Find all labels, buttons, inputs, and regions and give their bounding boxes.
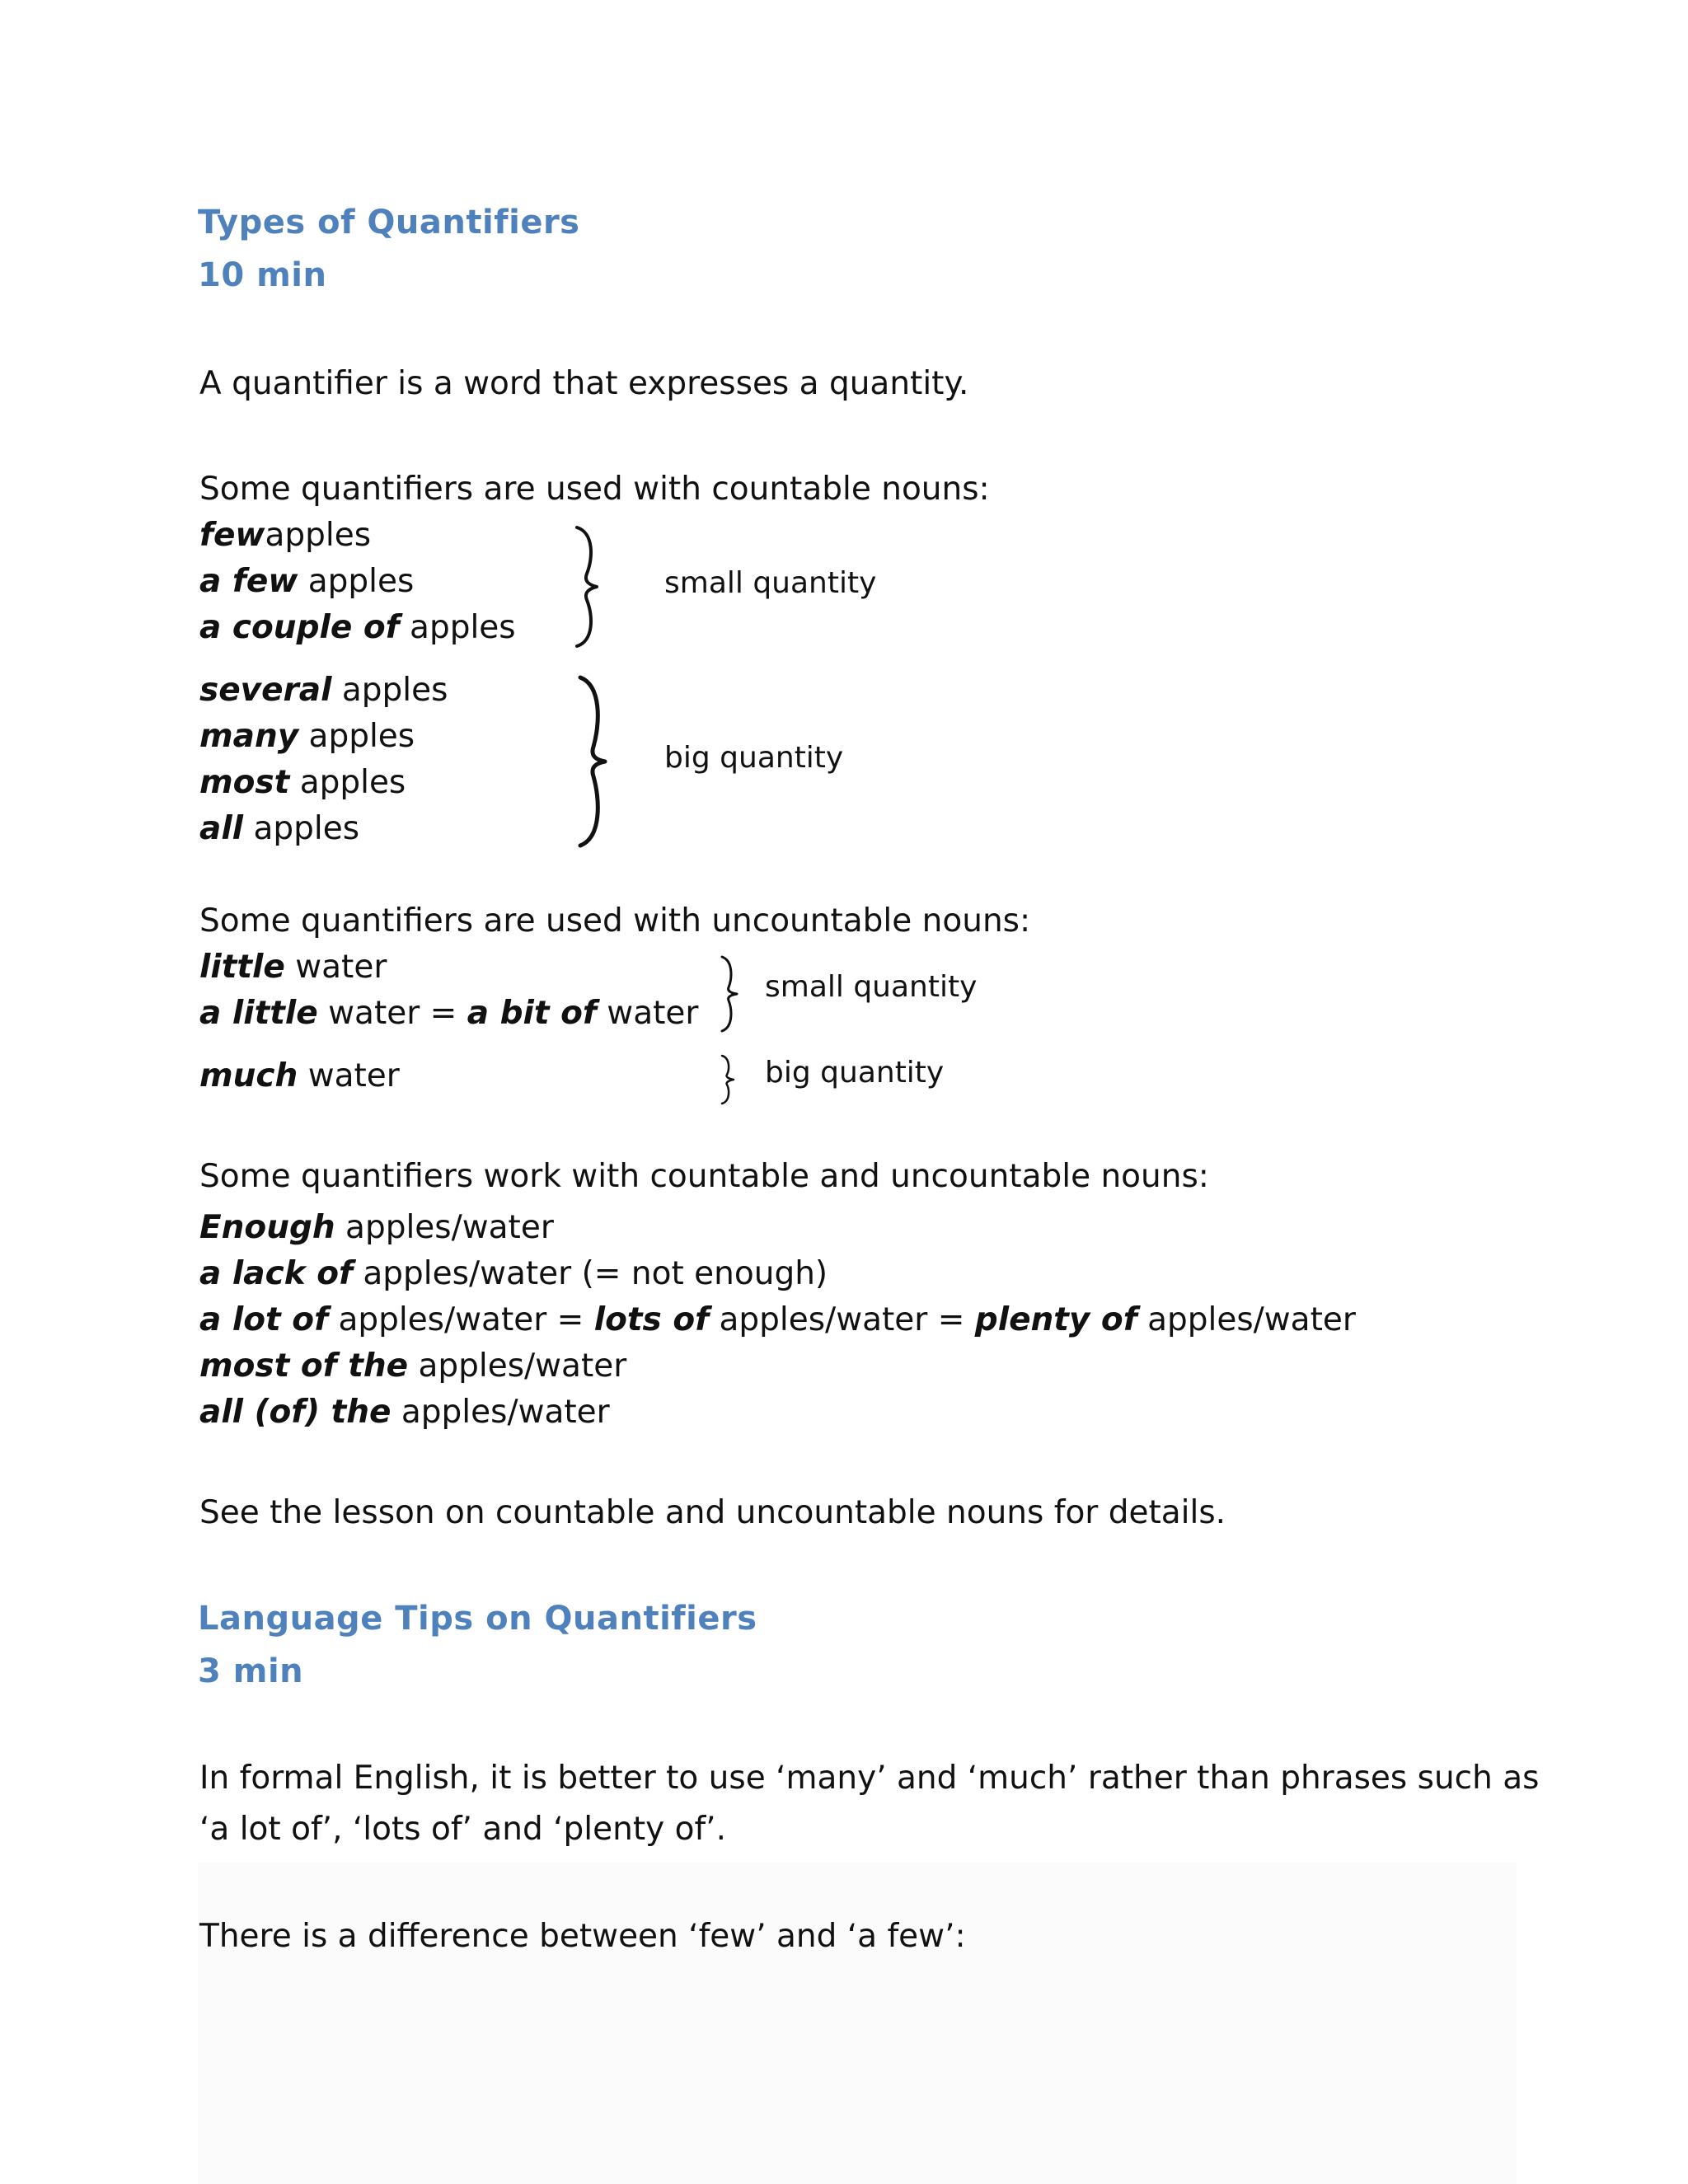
see-also-text: See the lesson on countable and uncountable nouns for details. <box>199 1494 1226 1531</box>
example-noun: apples <box>331 672 448 709</box>
section-title-types: Types of Quantifiers <box>198 204 580 241</box>
brace-countable-small-icon <box>569 524 610 649</box>
big-quantity-label: big quantity <box>765 1056 945 1090</box>
example-noun: water = <box>317 995 467 1032</box>
quantifier-term: most <box>199 764 290 801</box>
countable-small-example <box>199 565 414 598</box>
uncountable-intro: Some quantifiers are used with uncountable nouns: <box>199 902 1031 940</box>
quantifier-term: lots of <box>593 1301 710 1338</box>
page-background-shade <box>198 1863 1517 2184</box>
section-duration-types: 10 min <box>198 256 327 294</box>
countable-big-example <box>199 672 448 709</box>
example-noun: apples/water <box>1137 1301 1356 1338</box>
brace-uncountable-small-icon <box>717 954 745 1033</box>
countable-big-example <box>199 810 360 847</box>
example-noun: apples <box>298 718 415 755</box>
countable-intro: Some quantifiers are used with countable nouns: <box>199 471 990 508</box>
quantifier-term: a lot of <box>199 1301 329 1338</box>
countable-big-example <box>199 718 415 755</box>
both-example <box>199 1301 1356 1338</box>
countable-small-example <box>199 517 372 554</box>
example-noun: apples <box>243 810 360 847</box>
example-noun: apples <box>265 517 372 554</box>
quantifier-term: a bit of <box>467 995 597 1032</box>
big-quantity-label: big quantity <box>664 741 844 775</box>
quantifier-term: most of the <box>199 1347 409 1385</box>
example-noun: apples/water = <box>709 1301 975 1338</box>
countable-big-example <box>199 766 406 799</box>
quantifier-term: little <box>199 949 285 986</box>
quantifier-term: several <box>199 672 332 709</box>
quantifier-term: a little <box>199 995 318 1032</box>
quantifier-term: all (of) the <box>199 1394 392 1431</box>
quantifier-term: all <box>199 810 244 847</box>
brace-uncountable-big-icon <box>717 1053 742 1106</box>
quantifier-term: much <box>199 1057 298 1094</box>
section-title-tips: Language Tips on Quantifiers <box>198 1600 757 1638</box>
both-example <box>199 1255 828 1292</box>
difference-text: There is a difference between ‘few’ and ‘a few’: <box>199 1918 966 1955</box>
countable-small-example <box>199 609 516 646</box>
both-example <box>199 1394 610 1431</box>
quantifier-term: plenty of <box>974 1301 1137 1338</box>
both-example <box>199 1209 554 1246</box>
quantifier-term: few <box>199 517 265 554</box>
example-noun: apples <box>399 609 516 646</box>
uncountable-small-example <box>199 995 699 1032</box>
example-noun: apples/water (= not enough) <box>352 1255 828 1292</box>
quantifier-term: a few <box>199 563 298 600</box>
quantifier-term: a couple of <box>199 609 400 646</box>
uncountable-small-example <box>199 949 387 986</box>
formal-tip-line1: In formal English, it is better to use ‘many’ and ‘much’ rather than phrases such as <box>199 1760 1540 1797</box>
section-duration-tips: 3 min <box>198 1652 304 1690</box>
both-example <box>199 1347 627 1385</box>
small-quantity-label: small quantity <box>664 566 877 600</box>
example-noun: apples/water <box>335 1209 554 1246</box>
example-noun: apples/water <box>391 1394 610 1431</box>
quantifier-term: Enough <box>199 1209 335 1246</box>
example-noun: water <box>596 995 699 1032</box>
uncountable-big-example <box>199 1057 400 1094</box>
small-quantity-label: small quantity <box>765 970 978 1004</box>
quantifier-term: many <box>199 718 299 755</box>
example-noun: apples/water = <box>328 1301 594 1338</box>
example-noun: water <box>284 949 387 986</box>
example-noun: apples <box>298 563 415 600</box>
example-noun: apples <box>289 764 406 801</box>
brace-countable-big-icon <box>570 674 620 849</box>
example-noun: water <box>298 1057 400 1094</box>
both-intro: Some quantifiers work with countable and uncountable nouns: <box>199 1158 1209 1195</box>
formal-tip-line2: ‘a lot of’, ‘lots of’ and ‘plenty of’. <box>199 1811 726 1848</box>
definition-text: A quantifier is a word that expresses a quantity. <box>199 365 969 402</box>
example-noun: apples/water <box>408 1347 627 1385</box>
quantifier-term: a lack of <box>199 1255 353 1292</box>
